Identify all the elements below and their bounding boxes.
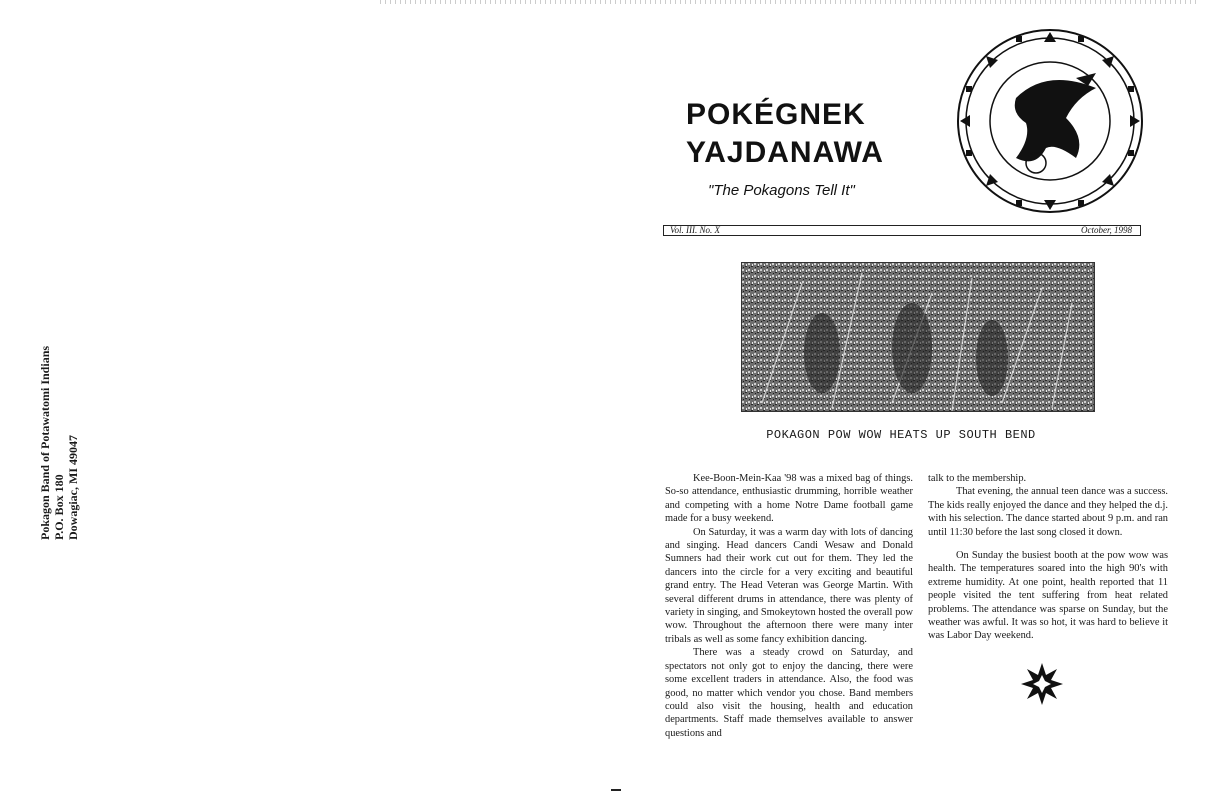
mailing-po-box: P.O. Box 180: [52, 474, 66, 540]
mailing-address: [38, 310, 80, 540]
title-line-2: YAJDANAWA: [686, 136, 884, 169]
article-column-2: [928, 472, 1168, 643]
tribal-seal-icon: [956, 28, 1144, 214]
article-paragraph: talk to the membership.: [928, 473, 1027, 484]
masthead-subtitle: "The Pokagons Tell It": [708, 182, 855, 199]
article-paragraph: There was a steady crowd on Saturday, and spectators not only got to enjoy the dancing, there were some excellent traders in attendance. Also, the food was good, no matter which vendor you chose. Band members could also visit the housing, health and education departments. Staff made themselves available to answer questions and: [665, 647, 913, 739]
mailing-org: Pokagon Band of Potawatomi Indians: [38, 345, 52, 540]
masthead: [686, 96, 884, 172]
title-line-1: POKÉGNEK: [686, 98, 866, 131]
volume-number: Vol. III. No. X: [670, 225, 720, 235]
article-paragraph: On Saturday, it was a warm day with lots of dancing and singing. Head dancers Candi Wesaw and Donald Sumners had their work cut out for them. They led the dancers into the circle for a very exciting and beautiful grand entry. The Head Veteran was George Martin. With several different drums in attendance, there was plenty of variety in singing, and Smokeytown hosted the overall pow wow. Throughout the afternoon there were many inter tribals as well as some fancy exhibition dancing.: [665, 526, 913, 645]
article-paragraph: On Sunday the busiest booth at the pow wow was health. The temperatures soared into the high 90's with extreme humidity. At one point, health reported that 11 people visited the tent suffering from heat related problems. The attendance was sparse on Sunday, but the weather was awful. It was so hot, it was hard to believe it was Labor Day weekend.: [928, 550, 1168, 642]
article-paragraph: That evening, the annual teen dance was a success. The kids really enjoyed the dance and they helped the d.j. with his selection. The dance started about 9 p.m. and ran until 11:30 before the last song closed it down.: [928, 486, 1168, 538]
eight-point-star-icon: [1021, 663, 1063, 705]
article-headline: POKAGON POW WOW HEATS UP SOUTH BEND: [766, 428, 1036, 442]
article-column-1: [665, 472, 913, 740]
scan-edge-noise: [380, 0, 1200, 4]
volume-bar: [663, 225, 1141, 236]
issue-date: October, 1998: [1081, 225, 1132, 235]
fold-mark: [611, 789, 621, 791]
pow-wow-photo: [741, 262, 1095, 412]
article-paragraph: Kee-Boon-Mein-Kaa '98 was a mixed bag of things. So-so attendance, enthusiastic drumming, horrible weather and competing with a home Notre Dame football game made for a busy weekend.: [665, 473, 913, 525]
mailing-city: Dowagiac, MI 49047: [66, 435, 80, 540]
